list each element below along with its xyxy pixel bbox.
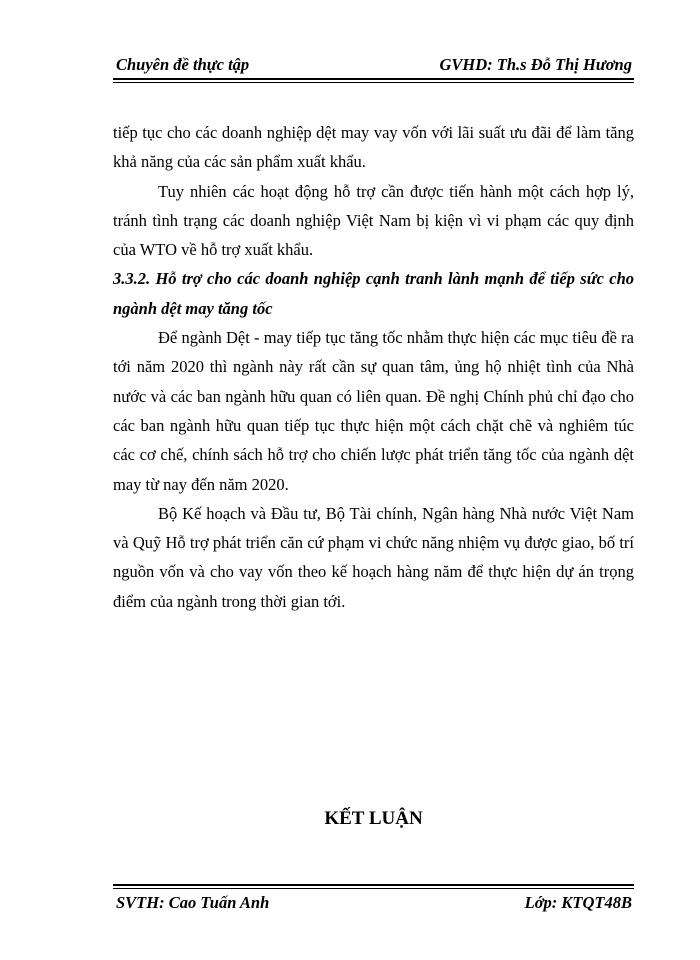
footer-student: SVTH: Cao Tuấn Anh bbox=[116, 893, 270, 912]
header-advisor: GVHD: Th.s Đỗ Thị Hương bbox=[439, 55, 632, 74]
section-heading-3-3-2: 3.3.2. Hỗ trợ cho các doanh nghiệp cạnh tranh lành mạnh để tiếp sức cho ngành dệt may tăng tốc bbox=[113, 269, 634, 318]
page-header bbox=[113, 52, 634, 78]
paragraph-continuation: tiếp tục cho các doanh nghiệp dệt may vay vốn với lãi suất ưu đãi để làm tăng khả năng của các sản phẩm xuất khẩu. bbox=[113, 123, 634, 172]
conclusion-title: KẾT LUẬN bbox=[324, 808, 423, 829]
footer-divider bbox=[113, 884, 634, 889]
footer-class: Lớp: KTQT48B bbox=[524, 893, 632, 912]
document-body bbox=[113, 118, 634, 616]
header-report-type: Chuyên đề thực tập bbox=[116, 55, 250, 74]
paragraph-government-support: Để ngành Dệt - may tiếp tục tăng tốc nhằm thực hiện các mục tiêu đề ra tới năm 2020 thì ngành này rất cần sự quan tâm, ủng hộ nhiệt tình của Nhà nước và các ban ngành hữu quan có liên quan. Đề nghị Chính phủ chỉ đạo cho các ban ngành hữu quan tiếp tục thực hiện một cách chặt chẽ và nghiêm túc các cơ chế, chính sách hỗ trợ cho chiến lược phát triển tăng tốc của ngành dệt may từ nay đến năm 2020. bbox=[113, 328, 634, 494]
paragraph-ministries-funding: Bộ Kế hoạch và Đầu tư, Bộ Tài chính, Ngân hàng Nhà nước Việt Nam và Quỹ Hỗ trợ phát triển căn cứ phạm vi chức năng nhiệm vụ được giao, bố trí nguồn vốn và cho vay vốn theo kế hoạch hàng năm để thực hiện dự án trọng điểm của ngành trong thời gian tới. bbox=[113, 503, 634, 611]
header-divider bbox=[113, 78, 634, 83]
page-footer bbox=[113, 891, 634, 917]
paragraph-support-caution: Tuy nhiên các hoạt động hỗ trợ cần được tiến hành một cách hợp lý, tránh tình trạng các doanh nghiệp Việt Nam bị kiện vì vi phạm các quy định của WTO về hỗ trợ xuất khẩu. bbox=[113, 181, 634, 260]
